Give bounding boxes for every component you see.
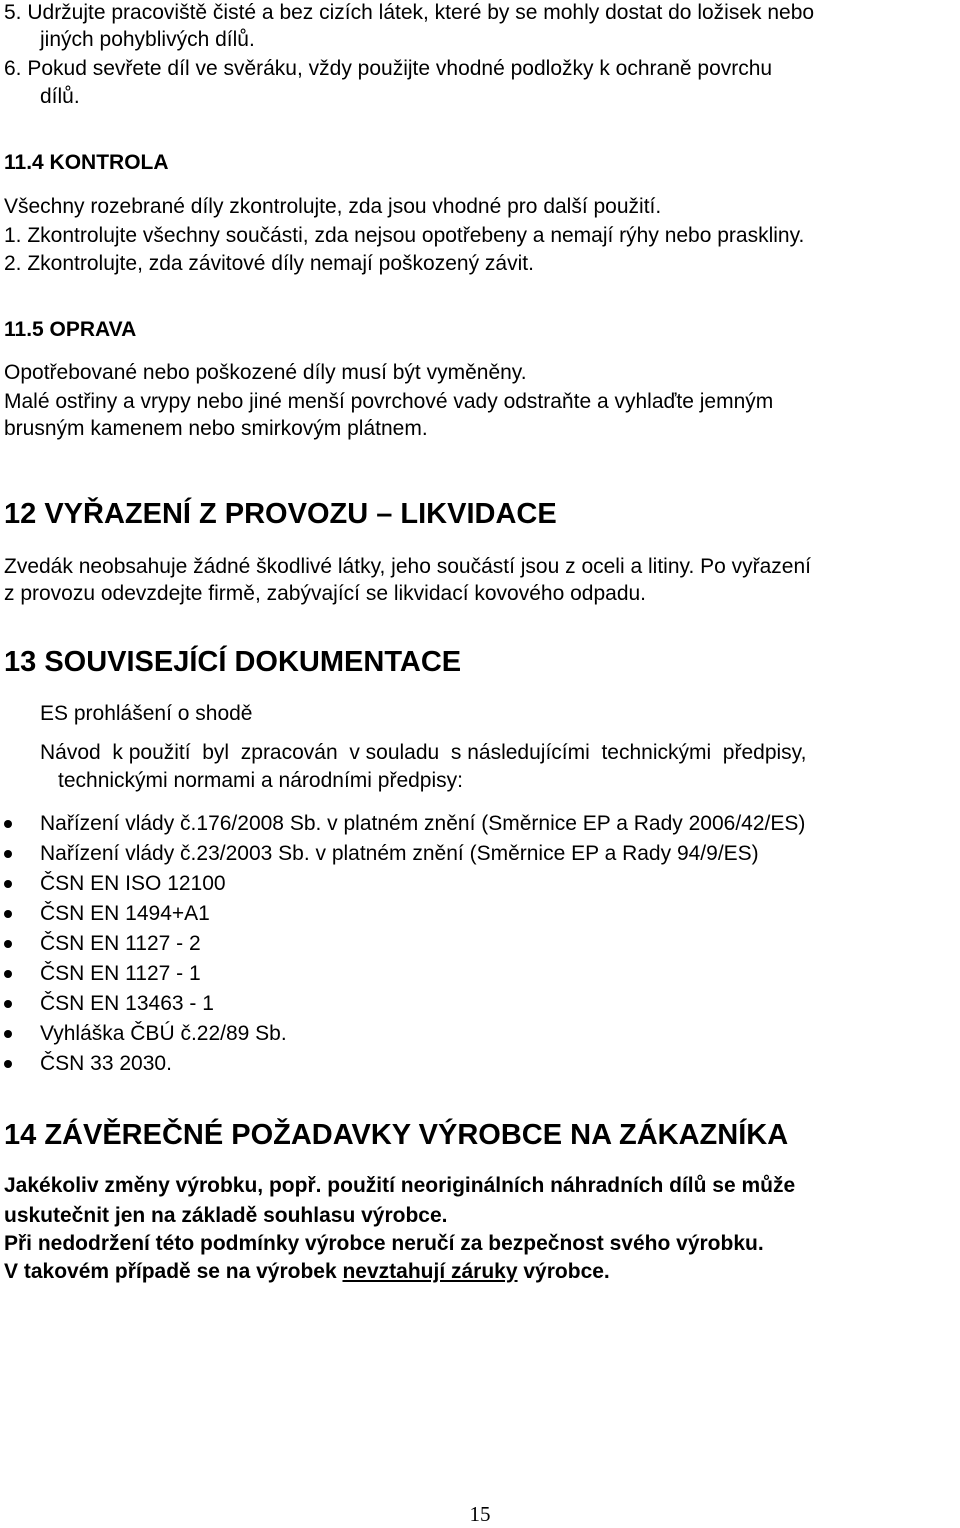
text-line: Malé ostřiny a vrypy nebo jiné menší povrchové vady odstraňte a vyhlaďte jemným: [4, 390, 774, 413]
text-line: jiných pohyblivých dílů.: [40, 28, 255, 51]
text-line: z provozu odevzdejte firmě, zabývající se likvidací kovového odpadu.: [4, 582, 647, 605]
warranty-underlined: nevztahují záruky: [342, 1260, 518, 1283]
text-line: dílů.: [40, 85, 80, 108]
bullet-icon: [4, 970, 12, 978]
text-line: Opotřebované nebo poškozené díly musí být vyměněny.: [4, 361, 527, 384]
bullet-icon: [4, 1060, 12, 1068]
text-line: V takovém případě se na výrobek nevztahují záruky výrobce.: [4, 1260, 610, 1283]
text-line: Při nedodržení této podmínky výrobce neručí za bezpečnost svého výrobku.: [4, 1232, 764, 1255]
text-line: Zvedák neobsahuje žádné škodlivé látky, jeho součástí jsou z oceli a litiny. Po vyřazení: [4, 555, 811, 578]
bullet-icon: [4, 1000, 12, 1008]
bullet-icon: [4, 1030, 12, 1038]
bullet-icon: [4, 940, 12, 948]
section-heading-13: 13 SOUVISEJÍCÍ DOKUMENTACE: [4, 646, 462, 678]
bullet-icon: [4, 850, 12, 858]
text-line: Jakékoliv změny výrobku, popř. použití neoriginálních náhradních dílů se může: [4, 1174, 796, 1197]
section-heading-11-4: 11.4 KONTROLA: [4, 151, 169, 174]
text-line: brusným kamenem nebo smirkovým plátnem.: [4, 417, 428, 440]
section-heading-11-5: 11.5 OPRAVA: [4, 318, 137, 341]
text-line: uskutečnit jen na základě souhlasu výrobce.: [4, 1204, 448, 1227]
text-line: 6. Pokud sevřete díl ve svěráku, vždy použijte vhodné podložky k ochraně povrchu: [4, 57, 773, 80]
text-line: technickými normami a národními předpisy:: [58, 769, 463, 792]
bullet-icon: [4, 910, 12, 918]
list-item: 1. Zkontrolujte všechny součásti, zda nejsou opotřebeny a nemají rýhy nebo praskliny.: [4, 224, 805, 247]
bullet-icon: [4, 820, 12, 828]
list-item: 2. Zkontrolujte, zda závitové díly nemají poškozený závit.: [4, 252, 534, 275]
section-heading-12: 12 VYŘAZENÍ Z PROVOZU – LIKVIDACE: [4, 498, 557, 530]
bullet-icon: [4, 880, 12, 888]
section-heading-14: 14 ZÁVĚREČNÉ POŽADAVKY VÝROBCE NA ZÁKAZNÍKA: [4, 1119, 789, 1151]
text-line: ES prohlášení o shodě: [40, 702, 253, 725]
page-number: 15: [469, 1502, 491, 1526]
text-line: Všechny rozebrané díly zkontrolujte, zda jsou vhodné pro další použití.: [4, 195, 662, 218]
text-line: 5. Udržujte pracoviště čisté a bez cizích látek, které by se mohly dostat do ložisek nebo: [4, 1, 815, 24]
text-line: Návod k použití byl zpracován v souladu s následujícími technickými předpisy,: [40, 741, 807, 764]
